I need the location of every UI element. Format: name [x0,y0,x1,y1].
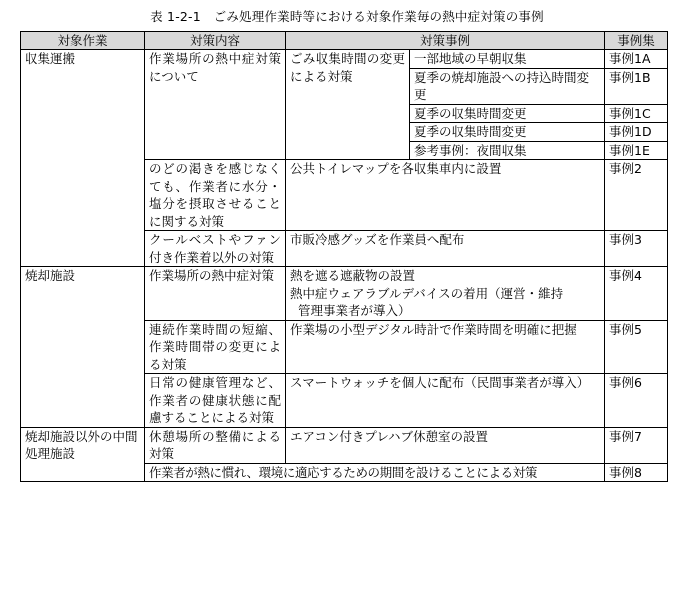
example-cell: 作業場の小型デジタル時計で作業時間を明確に把握 [286,320,605,374]
case-id-cell: 事例4 [605,267,668,321]
sub-example-cell: 参考事例：夜間収集 [410,141,605,160]
example-cell [286,267,605,321]
content-cell: のどの渇きを感じなくても、作業者に水分・塩分を摂取させることに関する対策 [145,160,286,231]
case-id-cell: 事例7 [605,427,668,463]
case-id-cell: 事例1D [605,123,668,142]
example-cell: エアコン付きプレハブ休憩室の設置 [286,427,605,463]
example-cell: 市販冷感グッズを作業員へ配布 [286,231,605,267]
case-id-cell: 事例1C [605,104,668,123]
case-id-cell: 事例3 [605,231,668,267]
sub-example-cell: 一部地域の早朝収集 [410,50,605,69]
sub-example-cell: 夏季の収集時間変更 [410,104,605,123]
work-cell: 収集運搬 [21,50,145,267]
table-caption: 表 1-2-1 ごみ処理作業時等における対象作業毎の熱中症対策の事例 [150,9,544,24]
example-line: 管理事業者が導入） [298,303,411,318]
work-cell: 焼却施設 [21,267,145,428]
case-id-cell: 事例1E [605,141,668,160]
table-row [21,50,668,69]
content-cell: クールベストやファン付き作業着以外の対策 [145,231,286,267]
header-target-work: 対象作業 [21,32,145,50]
sub-example-cell: 夏季の焼却施設への持込時間変更 [410,68,605,104]
case-id-cell: 事例6 [605,374,668,428]
header-measure-content: 対策内容 [145,32,286,50]
sub-example-cell: 夏季の収集時間変更 [410,123,605,142]
table-header-row [21,32,668,50]
case-id-cell: 事例5 [605,320,668,374]
example-line: 熱中症ウェアラブルデバイスの着用（運営・維持 [290,285,564,301]
header-measure-example: 対策事例 [286,32,605,50]
content-cell: 日常の健康管理など、作業者の健康状態に配慮することによる対策 [145,374,286,428]
case-id-cell: 事例2 [605,160,668,231]
example-cell: 公共トイレマップを各収集車内に設置 [286,160,605,231]
header-case-collection: 事例集 [605,32,668,50]
example-line: 熱を遮る遮蔽物の設置 [290,268,416,283]
case-id-cell: 事例1A [605,50,668,69]
content-cell: 休憩場所の整備による対策 [145,427,286,463]
work-cell: 焼却施設以外の中間処理施設 [21,427,145,482]
case-id-cell: 事例1B [605,68,668,104]
example-cell: スマートウォッチを個人に配布（民間事業者が導入） [286,374,605,428]
heat-measures-table [20,31,668,482]
table-row [21,267,668,321]
example-group-cell: ごみ収集時間の変更による対策 [286,50,410,160]
example-cell: 作業者が熱に慣れ、環境に適応するための期間を設けることによる対策 [145,463,605,482]
content-cell: 連続作業時間の短縮、作業時間帯の変更による対策 [145,320,286,374]
content-cell: 作業場所の熱中症対策について [145,50,286,160]
table-row [21,427,668,463]
content-cell: 作業場所の熱中症対策 [145,267,286,321]
case-id-cell: 事例8 [605,463,668,482]
